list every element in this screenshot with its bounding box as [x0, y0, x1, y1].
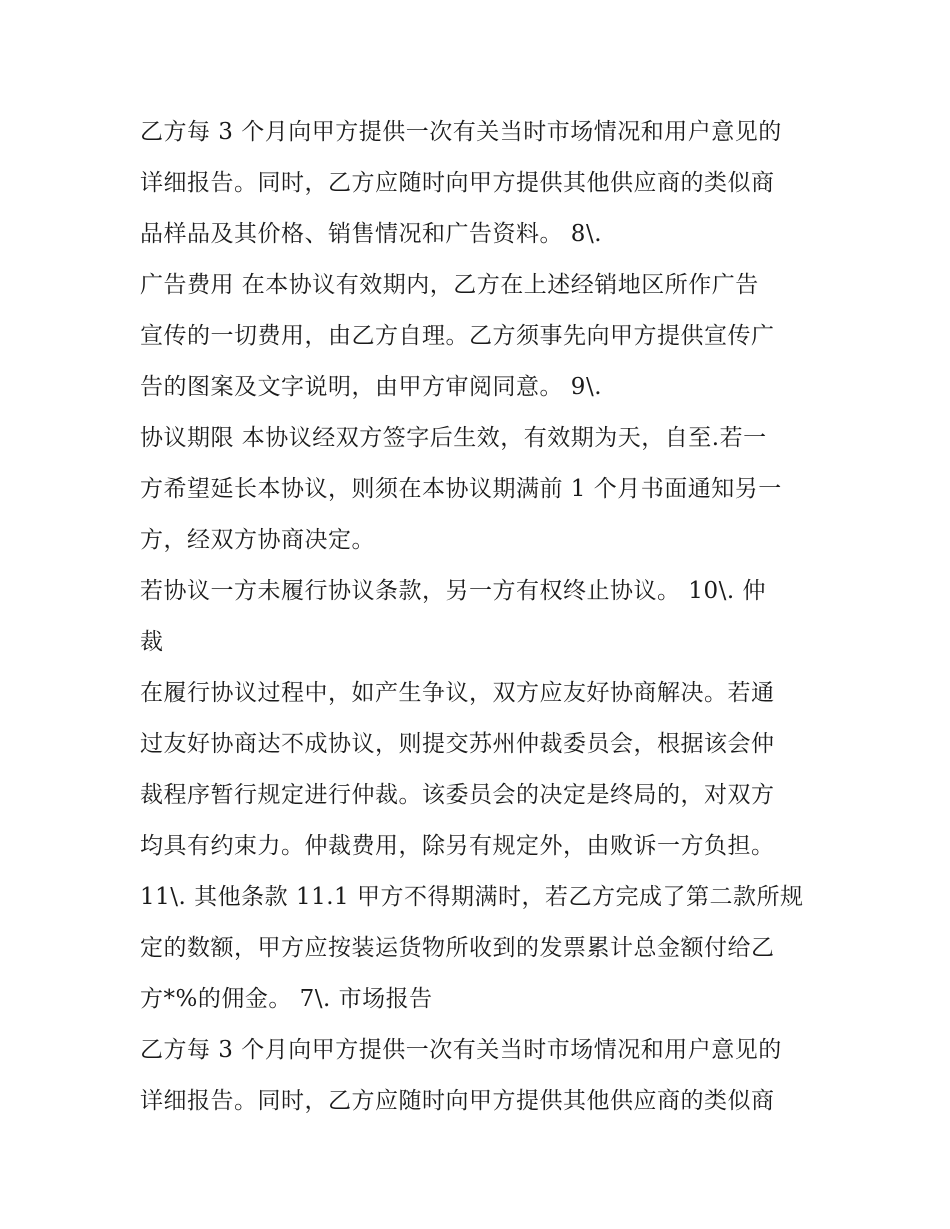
text-line: 乙方每 3 个月向甲方提供一次有关当时市场情况和用户意见的 — [140, 1037, 782, 1063]
text-line: 方*%的佣金。 7\. 市场报告 — [140, 986, 433, 1012]
text-line: 定的数额，甲方应按装运货物所收到的发票累计总金额付给乙 — [140, 935, 775, 961]
text-line: 品样品及其价格、销售情况和广告资料。 8\. — [140, 221, 603, 247]
text-line: 详细报告。同时，乙方应随时向甲方提供其他供应商的类似商 — [140, 1088, 775, 1114]
text-line: 裁程序暂行规定进行仲裁。该委员会的决定是终局的，对双方 — [140, 782, 775, 808]
text-line: 方希望延长本协议，则须在本协议期满前 1 个月书面通知另一 — [140, 476, 782, 502]
text-line: 广告费用 在本协议有效期内，乙方在上述经销地区所作广告 — [140, 272, 759, 298]
text-line: 协议期限 本协议经双方签字后生效，有效期为天，自至.若一 — [140, 425, 767, 451]
text-line: 过友好协商达不成协议，则提交苏州仲裁委员会，根据该会仲 — [140, 731, 775, 757]
text-line: 告的图案及文字说明，由甲方审阅同意。 9\. — [140, 374, 603, 400]
text-line: 裁 — [140, 629, 164, 655]
text-line: 方，经双方协商决定。 — [140, 527, 375, 553]
text-line: 若协议一方未履行协议条款，另一方有权终止协议。 10\. 仲 — [140, 578, 766, 604]
text-line: 乙方每 3 个月向甲方提供一次有关当时市场情况和用户意见的 — [140, 119, 782, 145]
text-line: 详细报告。同时，乙方应随时向甲方提供其他供应商的类似商 — [140, 170, 775, 196]
document-body — [140, 107, 820, 1127]
text-line: 11\. 其他条款 11.1 甲方不得期满时，若乙方完成了第二款所规 — [140, 884, 804, 910]
text-line: 均具有约束力。仲裁费用，除另有规定外，由败诉一方负担。 — [140, 833, 775, 859]
text-line: 在履行协议过程中，如产生争议，双方应友好协商解决。若通 — [140, 680, 775, 706]
text-line: 宣传的一切费用，由乙方自理。乙方须事先向甲方提供宣传广 — [140, 323, 775, 349]
